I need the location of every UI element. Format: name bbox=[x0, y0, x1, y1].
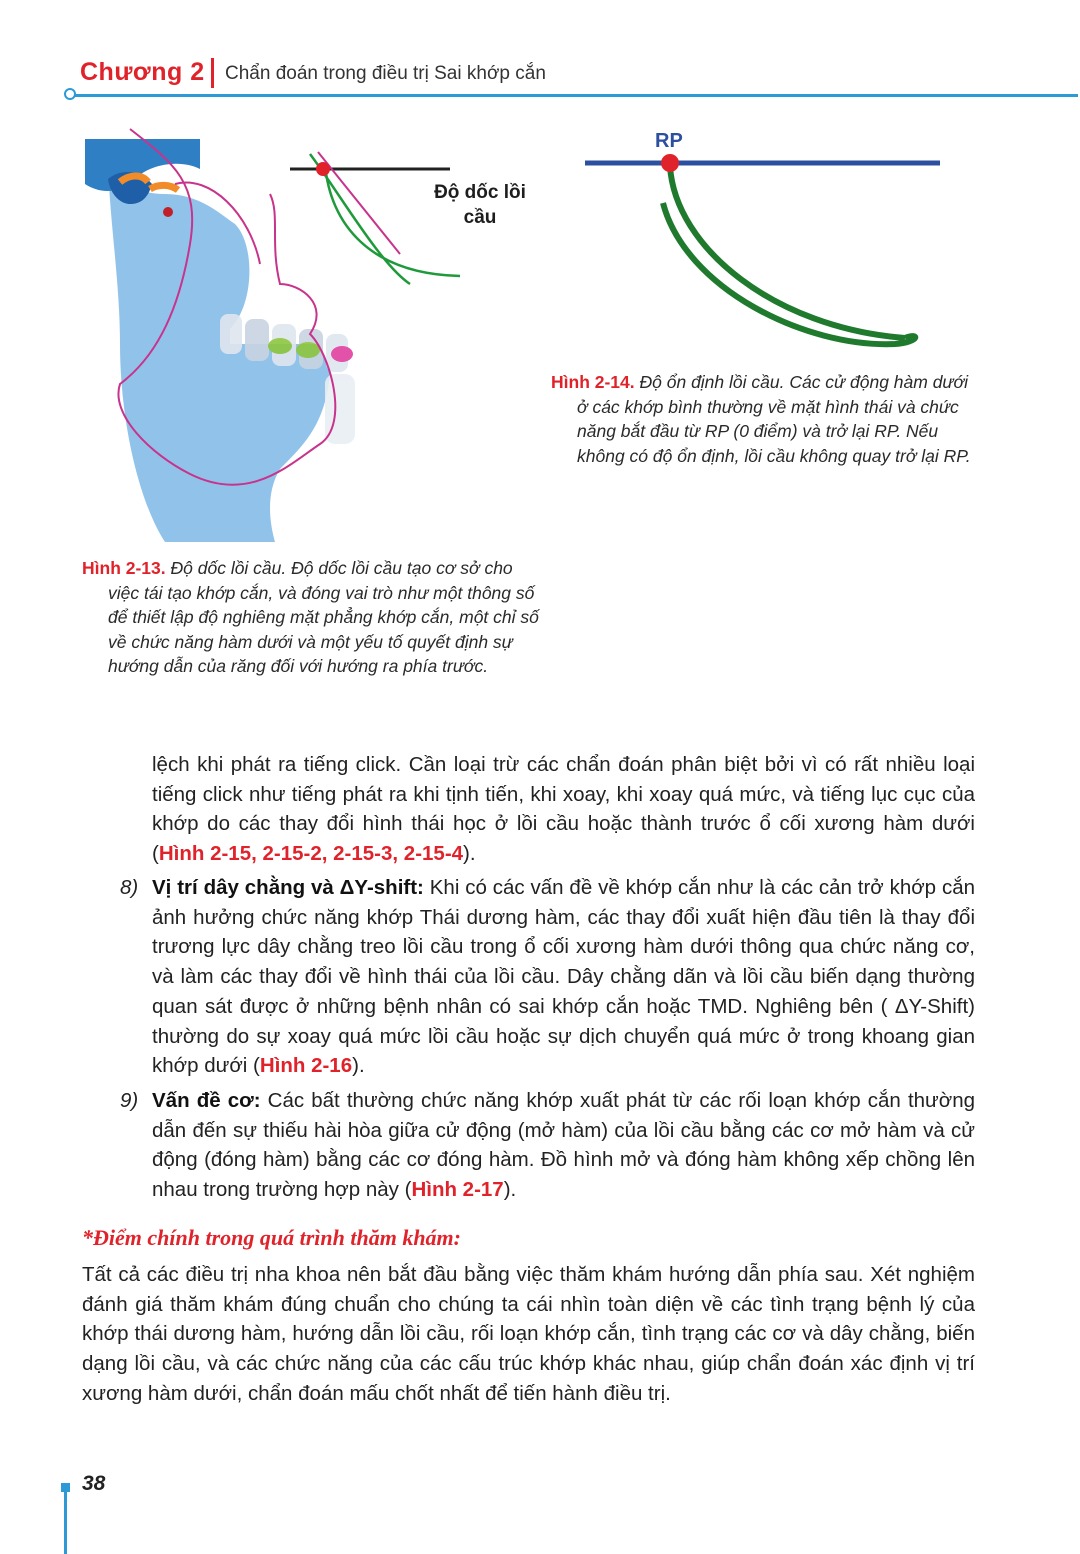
item-title: Vị trí dây chằng và ΔY-shift: bbox=[152, 876, 424, 899]
item-number: 8) bbox=[120, 876, 139, 899]
caption-lead: Hình 2-13. bbox=[82, 558, 166, 578]
caption-text: Độ dốc lồi cầu. Độ dốc lồi cầu tạo cơ sở cho việc tái tạo khớp cắn, và đóng vai trò như một thông số để thiết lập độ nghiêng mặt phẳng khớp cắn, một chỉ số về chức năng hàm dưới và một yếu tố quyết định sự hướng dẫn của răng đối với hướng ra phía trước. bbox=[108, 558, 539, 676]
final-paragraph: Tất cả các điều trị nha khoa nên bắt đầu bằng việc thăm khám hướng dẫn phía sau. Xét nghiệm đánh giá thăm khám đúng chuẩn cho chúng ta cái nhìn toàn diện về các tình trạng bệnh lý của khớp thái dương hàm, hướng dẫn lồi cầu, rối loạn khớp cắn, tình trạng các cơ và dây chằng, biến dạng lồi cầu, và các chức năng của các cấu trúc khớp khác nhau, giúp chẩn đoán xác định vị trí xương hàm dưới, chẩn đoán mấu chốt nhất để tiến hành điều trị. bbox=[82, 1263, 975, 1405]
chapter-title: Chẩn đoán trong điều trị Sai khớp cắn bbox=[225, 63, 546, 84]
paragraph-text: lệch khi phát ra tiếng click. Cần loại trừ các chẩn đoán phân biệt bởi vì có rất nhiều loại tiếng click như tiếng phát ra khi tịnh tiến, khi xoay, khi xoay quá mức, và tiếng lục cục của khớp do các thay đổi hình thái học ở lồi cầu hoặc thành trước ổ cối xương hàm dưới ( bbox=[152, 753, 975, 866]
figure-reference: Hình 2-16 bbox=[259, 1054, 353, 1078]
chapter-label: Chương 2 bbox=[80, 58, 205, 86]
list-item-8 bbox=[120, 873, 975, 1081]
item-text: Các bất thường chức năng khớp xuất phát từ các rối loạn khớp cắn thường dẫn đến sự thiếu hài hòa giữa cử động (mở hàm) của lồi cầu bằng các cơ mở hàm và cử động (đóng hàm) bằng các cơ đóng hàm. Đồ hình mở và đóng hàm không xếp chồng lên nhau trong trường hợp này ( bbox=[152, 1089, 976, 1202]
footer-line bbox=[64, 1486, 67, 1554]
item-tail: ). bbox=[503, 1178, 517, 1202]
paragraph-tail: ). bbox=[463, 842, 476, 866]
header-rule bbox=[72, 94, 1078, 97]
caption-text: Độ ổn định lồi cầu. Các cử động hàm dưới ở các khớp bình thường về mặt hình thái và chức năng bắt đầu từ RP (0 điểm) và trở lại RP. Nếu không có độ ổn định, lồi cầu không quay trở lại RP. bbox=[577, 372, 971, 466]
header-separator bbox=[211, 58, 214, 88]
figure-reference: Hình 2-15, 2-15-2, 2-15-3, 2-15-4 bbox=[158, 842, 464, 866]
figure-2-13-caption bbox=[82, 556, 542, 679]
list-item-9 bbox=[120, 1086, 975, 1205]
figure-2-14-caption bbox=[551, 370, 981, 468]
section-subheading: *Điểm chính trong quá trình thăm khám: bbox=[82, 1225, 461, 1250]
condylar-guidance-label: Độ dốc lồi cầu bbox=[434, 182, 526, 228]
item-title: Vấn đề cơ: bbox=[152, 1089, 261, 1112]
continued-paragraph bbox=[152, 750, 975, 869]
caption-lead: Hình 2-14. bbox=[551, 372, 635, 392]
page-number: 38 bbox=[82, 1472, 106, 1495]
rp-label: RP bbox=[655, 130, 683, 152]
header-dot bbox=[64, 88, 76, 100]
figure-2-14-illustration bbox=[575, 128, 950, 360]
item-text: Khi có các vấn đề về khớp cắn như là các cản trở khớp cắn ảnh hưởng chức năng khớp Thái dương hàm, các thay đổi xuất hiện đầu tiên là thay đổi trương lực dây chằng treo lồi cầu trong ổ cối xương hàm dưới thông qua chức năng cơ, và làm các thay đổi về hình thái của lồi cầu. Dây chằng dãn và lồi cầu biến dạng thường quan sát được ở những bệnh nhân có sai khớp cắn hoặc TMD. Nghiêng bên ( ΔY-Shift) thường do sự xoay quá mức lồi cầu hoặc sự dịch chuyển quá mức ở trong khoang gian khớp dưới ( bbox=[152, 876, 976, 1078]
item-tail: ). bbox=[352, 1054, 365, 1078]
item-number: 9) bbox=[120, 1089, 139, 1112]
footer-marker bbox=[61, 1483, 70, 1492]
figure-reference: Hình 2-17 bbox=[411, 1178, 504, 1202]
